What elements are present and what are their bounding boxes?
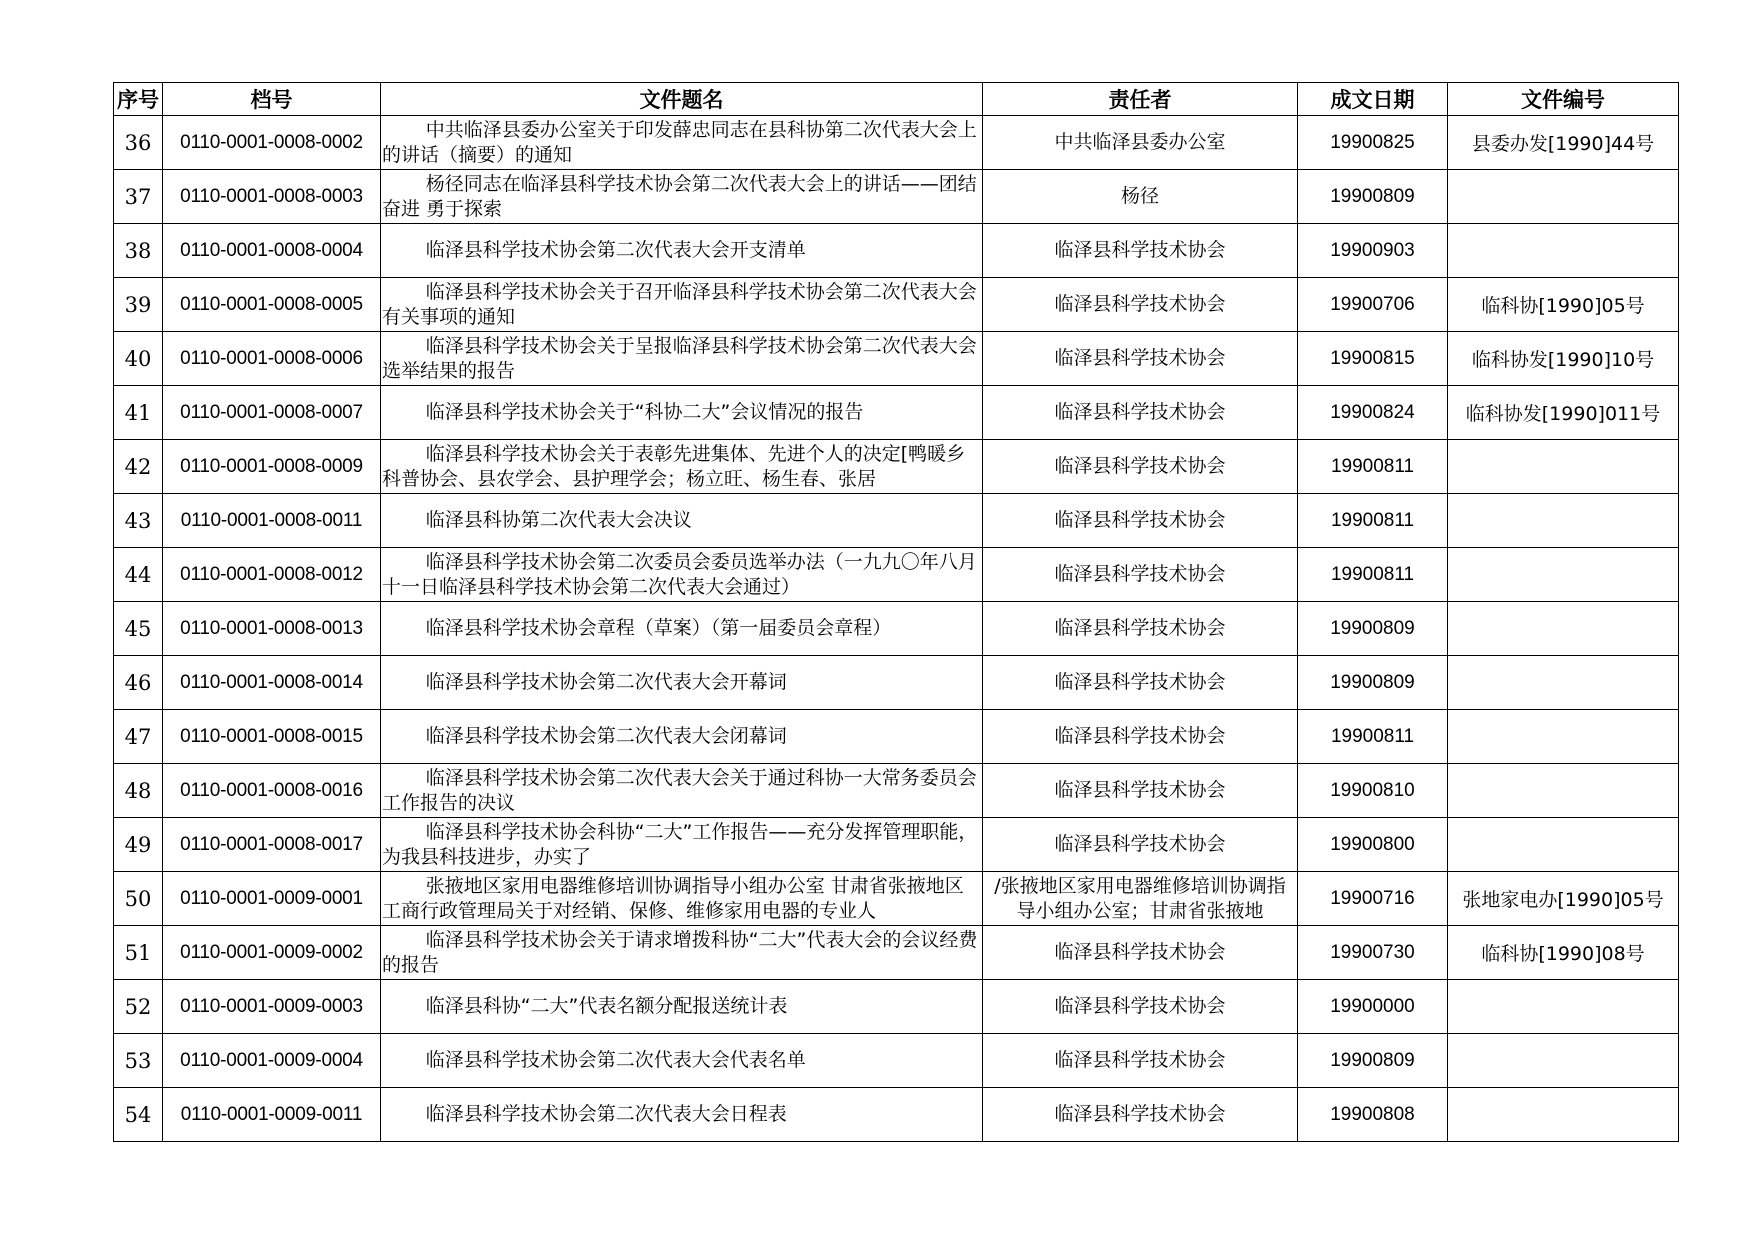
cell-archive-no: 0110-0001-0009-0011 xyxy=(163,1088,381,1142)
cell-seq: 37 xyxy=(114,170,163,224)
cell-title-text: 临泽县科协“二大”代表名额分配报送统计表 xyxy=(425,995,788,1017)
cell-title xyxy=(381,926,983,980)
cell-title-text: 临泽县科学技术协会第二次代表大会开幕词 xyxy=(425,671,787,693)
cell-author xyxy=(983,1088,1298,1142)
cell-author-text: 临泽县科学技术协会 xyxy=(1054,239,1226,261)
cell-doc-no xyxy=(1448,980,1679,1034)
table-row xyxy=(114,926,1679,980)
cell-archive-no: 0110-0001-0008-0013 xyxy=(163,602,381,656)
cell-doc-no xyxy=(1448,170,1679,224)
table-row xyxy=(114,872,1679,926)
table-row xyxy=(114,656,1679,710)
cell-title xyxy=(381,602,983,656)
cell-author-text: 临泽县科学技术协会 xyxy=(1054,1103,1226,1125)
cell-author-text: 临泽县科学技术协会 xyxy=(1054,401,1226,423)
cell-archive-no: 0110-0001-0008-0009 xyxy=(163,440,381,494)
cell-seq: 40 xyxy=(114,332,163,386)
cell-archive-no: 0110-0001-0009-0002 xyxy=(163,926,381,980)
table-row xyxy=(114,278,1679,332)
cell-author xyxy=(983,386,1298,440)
cell-author xyxy=(983,656,1298,710)
cell-seq: 43 xyxy=(114,494,163,548)
cell-author-text: 临泽县科学技术协会 xyxy=(1054,617,1226,639)
cell-date: 19900809 xyxy=(1298,656,1448,710)
cell-doc-no xyxy=(1448,440,1679,494)
cell-date: 19900903 xyxy=(1298,224,1448,278)
cell-seq: 42 xyxy=(114,440,163,494)
cell-author xyxy=(983,224,1298,278)
cell-doc-no xyxy=(1448,764,1679,818)
cell-author xyxy=(983,116,1298,170)
cell-title-text: 中共临泽县委办公室关于印发薛忠同志在县科协第二次代表大会上的讲话（摘要）的通知 xyxy=(382,118,977,166)
cell-archive-no: 0110-0001-0008-0003 xyxy=(163,170,381,224)
cell-seq: 41 xyxy=(114,386,163,440)
cell-date: 19900716 xyxy=(1298,872,1448,926)
cell-title xyxy=(381,764,983,818)
cell-title-text: 临泽县科学技术协会第二次代表大会代表名单 xyxy=(425,1049,806,1071)
cell-date: 19900000 xyxy=(1298,980,1448,1034)
cell-author-text: 临泽县科学技术协会 xyxy=(1054,671,1226,693)
cell-title-text: 临泽县科学技术协会第二次委员会委员选举办法（一九九〇年八月十一日临泽县科学技术协会第二次代表大会通过） xyxy=(382,550,977,598)
cell-title xyxy=(381,1088,983,1142)
header-seq: 序号 xyxy=(114,83,163,116)
cell-title xyxy=(381,494,983,548)
cell-doc-no: 临科协发[1990]10号 xyxy=(1448,332,1679,386)
cell-date: 19900811 xyxy=(1298,440,1448,494)
cell-date: 19900730 xyxy=(1298,926,1448,980)
cell-title-text: 临泽县科学技术协会第二次代表大会关于通过科协一大常务委员会工作报告的决议 xyxy=(382,766,977,814)
archive-catalog-sheet xyxy=(113,82,1678,1142)
cell-seq: 39 xyxy=(114,278,163,332)
cell-author xyxy=(983,602,1298,656)
cell-title xyxy=(381,116,983,170)
cell-author xyxy=(983,818,1298,872)
cell-title-text: 临泽县科学技术协会关于“科协二大”会议情况的报告 xyxy=(425,401,864,423)
cell-doc-no: 临科协发[1990]011号 xyxy=(1448,386,1679,440)
table-row xyxy=(114,170,1679,224)
cell-author xyxy=(983,980,1298,1034)
cell-author xyxy=(983,1034,1298,1088)
table-row xyxy=(114,440,1679,494)
cell-archive-no: 0110-0001-0008-0011 xyxy=(163,494,381,548)
cell-archive-no: 0110-0001-0008-0015 xyxy=(163,710,381,764)
cell-title-text: 张掖地区家用电器维修培训协调指导小组办公室 甘肃省张掖地区工商行政管理局关于对经销、保修、维修家用电器的专业人 xyxy=(382,874,964,922)
cell-date: 19900815 xyxy=(1298,332,1448,386)
cell-seq: 52 xyxy=(114,980,163,1034)
cell-date: 19900809 xyxy=(1298,1034,1448,1088)
cell-author-text: 临泽县科学技术协会 xyxy=(1054,293,1226,315)
cell-date: 19900706 xyxy=(1298,278,1448,332)
cell-doc-no xyxy=(1448,710,1679,764)
table-row xyxy=(114,818,1679,872)
header-author: 责任者 xyxy=(983,83,1298,116)
cell-title-text: 临泽县科学技术协会关于表彰先进集体、先进个人的决定[鸭暖乡科普协会、县农学会、县护理学会；杨立旺、杨生春、张居 xyxy=(382,442,966,490)
cell-seq: 48 xyxy=(114,764,163,818)
cell-author-text: 临泽县科学技术协会 xyxy=(1054,725,1226,747)
cell-archive-no: 0110-0001-0008-0004 xyxy=(163,224,381,278)
cell-title-text: 临泽县科学技术协会关于请求增拨科协“二大”代表大会的会议经费的报告 xyxy=(382,928,978,976)
header-date: 成文日期 xyxy=(1298,83,1448,116)
cell-archive-no: 0110-0001-0009-0004 xyxy=(163,1034,381,1088)
cell-seq: 38 xyxy=(114,224,163,278)
cell-doc-no xyxy=(1448,494,1679,548)
cell-author xyxy=(983,872,1298,926)
cell-title xyxy=(381,548,983,602)
cell-seq: 36 xyxy=(114,116,163,170)
cell-author-text: 杨径 xyxy=(1120,185,1159,207)
cell-author xyxy=(983,548,1298,602)
cell-author-text: 中共临泽县委办公室 xyxy=(1054,131,1226,153)
cell-seq: 45 xyxy=(114,602,163,656)
cell-title xyxy=(381,818,983,872)
cell-archive-no: 0110-0001-0008-0017 xyxy=(163,818,381,872)
table-row xyxy=(114,386,1679,440)
table-row xyxy=(114,116,1679,170)
table-row xyxy=(114,224,1679,278)
cell-author-text: 临泽县科学技术协会 xyxy=(1054,941,1226,963)
cell-seq: 44 xyxy=(114,548,163,602)
cell-author xyxy=(983,494,1298,548)
cell-seq: 47 xyxy=(114,710,163,764)
cell-author-text: 临泽县科学技术协会 xyxy=(1054,995,1226,1017)
cell-author xyxy=(983,764,1298,818)
cell-seq: 53 xyxy=(114,1034,163,1088)
cell-archive-no: 0110-0001-0009-0003 xyxy=(163,980,381,1034)
cell-doc-no xyxy=(1448,224,1679,278)
cell-doc-no xyxy=(1448,656,1679,710)
cell-author xyxy=(983,440,1298,494)
cell-title xyxy=(381,440,983,494)
cell-seq: 50 xyxy=(114,872,163,926)
cell-archive-no: 0110-0001-0008-0005 xyxy=(163,278,381,332)
cell-date: 19900809 xyxy=(1298,602,1448,656)
cell-date: 19900810 xyxy=(1298,764,1448,818)
cell-title-text: 临泽县科学技术协会第二次代表大会日程表 xyxy=(425,1103,787,1125)
cell-seq: 54 xyxy=(114,1088,163,1142)
cell-title xyxy=(381,224,983,278)
cell-title xyxy=(381,1034,983,1088)
cell-date: 19900824 xyxy=(1298,386,1448,440)
cell-title xyxy=(381,332,983,386)
table-row xyxy=(114,602,1679,656)
cell-title-text: 临泽县科学技术协会关于呈报临泽县科学技术协会第二次代表大会选举结果的报告 xyxy=(382,334,977,382)
cell-archive-no: 0110-0001-0009-0001 xyxy=(163,872,381,926)
cell-archive-no: 0110-0001-0008-0002 xyxy=(163,116,381,170)
cell-title xyxy=(381,980,983,1034)
cell-title xyxy=(381,656,983,710)
cell-author-text: 临泽县科学技术协会 xyxy=(1054,563,1226,585)
cell-title xyxy=(381,872,983,926)
table-row xyxy=(114,980,1679,1034)
cell-date: 19900808 xyxy=(1298,1088,1448,1142)
header-title: 文件题名 xyxy=(381,83,983,116)
cell-author-text: 临泽县科学技术协会 xyxy=(1054,455,1226,477)
cell-doc-no: 县委办发[1990]44号 xyxy=(1448,116,1679,170)
cell-title-text: 杨径同志在临泽县科学技术协会第二次代表大会上的讲话——团结奋进 勇于探索 xyxy=(382,172,977,220)
cell-archive-no: 0110-0001-0008-0007 xyxy=(163,386,381,440)
cell-date: 19900809 xyxy=(1298,170,1448,224)
cell-author-text: 临泽县科学技术协会 xyxy=(1054,779,1226,801)
cell-author xyxy=(983,926,1298,980)
cell-title-text: 临泽县科协第二次代表大会决议 xyxy=(425,509,692,531)
header-doc-no: 文件编号 xyxy=(1448,83,1679,116)
cell-date: 19900811 xyxy=(1298,548,1448,602)
cell-archive-no: 0110-0001-0008-0012 xyxy=(163,548,381,602)
cell-seq: 49 xyxy=(114,818,163,872)
cell-date: 19900811 xyxy=(1298,710,1448,764)
cell-seq: 51 xyxy=(114,926,163,980)
cell-date: 19900825 xyxy=(1298,116,1448,170)
table-row xyxy=(114,494,1679,548)
cell-title xyxy=(381,386,983,440)
header-archive-no: 档号 xyxy=(163,83,381,116)
cell-author xyxy=(983,710,1298,764)
cell-title-text: 临泽县科学技术协会关于召开临泽县科学技术协会第二次代表大会有关事项的通知 xyxy=(382,280,977,328)
header-row xyxy=(114,83,1679,116)
cell-date: 19900811 xyxy=(1298,494,1448,548)
cell-doc-no: 临科协[1990]08号 xyxy=(1448,926,1679,980)
cell-title xyxy=(381,710,983,764)
cell-author xyxy=(983,170,1298,224)
cell-title xyxy=(381,278,983,332)
cell-archive-no: 0110-0001-0008-0006 xyxy=(163,332,381,386)
table-row xyxy=(114,1088,1679,1142)
cell-author-text: 临泽县科学技术协会 xyxy=(1054,833,1226,855)
table-row xyxy=(114,764,1679,818)
cell-doc-no: 临科协[1990]05号 xyxy=(1448,278,1679,332)
cell-date: 19900800 xyxy=(1298,818,1448,872)
cell-author-text: 临泽县科学技术协会 xyxy=(1054,509,1226,531)
cell-title-text: 临泽县科学技术协会科协“二大”工作报告——充分发挥管理职能，为我县科技进步，办实了 xyxy=(382,820,978,868)
cell-title xyxy=(381,170,983,224)
table-row xyxy=(114,332,1679,386)
cell-title-text: 临泽县科学技术协会第二次代表大会闭幕词 xyxy=(425,725,787,747)
cell-author-text: 临泽县科学技术协会 xyxy=(1054,347,1226,369)
table-row xyxy=(114,710,1679,764)
cell-author-text: 临泽县科学技术协会 xyxy=(1054,1049,1226,1071)
cell-title-text: 临泽县科学技术协会章程（草案）（第一届委员会章程） xyxy=(425,617,892,639)
table-row xyxy=(114,548,1679,602)
cell-author-text: /张掖地区家用电器维修培训协调指导小组办公室；甘肃省张掖地 xyxy=(994,874,1286,922)
cell-doc-no: 张地家电办[1990]05号 xyxy=(1448,872,1679,926)
cell-seq: 46 xyxy=(114,656,163,710)
cell-doc-no xyxy=(1448,1034,1679,1088)
archive-catalog-table xyxy=(113,82,1679,1142)
cell-archive-no: 0110-0001-0008-0016 xyxy=(163,764,381,818)
table-row xyxy=(114,1034,1679,1088)
cell-doc-no xyxy=(1448,602,1679,656)
cell-author xyxy=(983,278,1298,332)
cell-title-text: 临泽县科学技术协会第二次代表大会开支清单 xyxy=(425,239,806,261)
cell-doc-no xyxy=(1448,1088,1679,1142)
cell-doc-no xyxy=(1448,818,1679,872)
cell-archive-no: 0110-0001-0008-0014 xyxy=(163,656,381,710)
cell-doc-no xyxy=(1448,548,1679,602)
cell-author xyxy=(983,332,1298,386)
